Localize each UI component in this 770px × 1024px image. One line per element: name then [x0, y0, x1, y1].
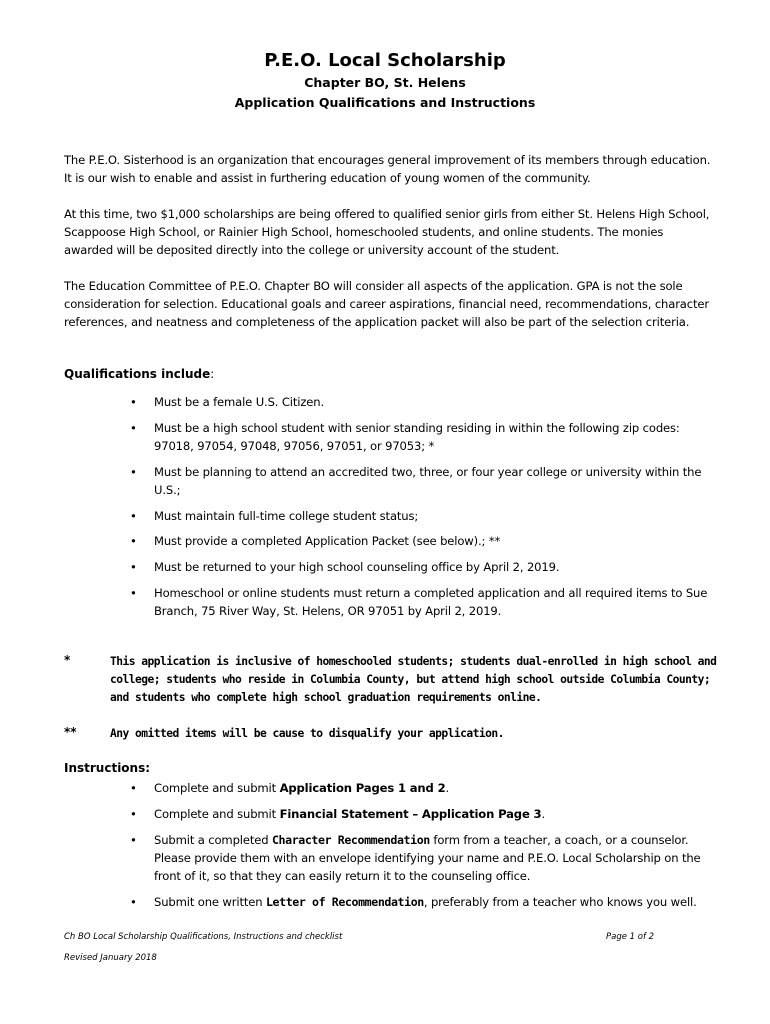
list-item	[130, 463, 720, 499]
list-item-text: Must be planning to attend an accredited two, three, or four year college or university within the U.S.;	[154, 465, 702, 497]
list-item	[130, 558, 720, 576]
footer-document-name: Ch BO Local Scholarship Qualifications, Instructions and checklist	[64, 932, 343, 942]
intro-paragraph-3: The Education Committee of P.E.O. Chapter BO will consider all aspects of the application. GPA is not the sole consideration for selection. Educational goals and career aspirations, financial need, recommendations, character references, and neatness and completeness of the application packet will also be part of the selection criteria.	[64, 279, 709, 329]
list-item	[130, 507, 720, 525]
list-item-text: Must be a female U.S. Citizen.	[154, 395, 324, 409]
instruction-bold: Application Pages 1 and 2	[279, 781, 446, 795]
document-title: P.E.O. Local Scholarship	[264, 50, 506, 71]
instruction-pre: Submit a completed	[154, 833, 272, 847]
instruction-pre: Submit one written	[154, 895, 266, 909]
bullet-icon: •	[130, 895, 137, 909]
footer-revision-date: Revised January 2018	[64, 953, 157, 963]
bullet-icon: •	[130, 395, 137, 409]
bullet-icon: •	[130, 560, 137, 574]
bullet-icon: •	[130, 509, 137, 523]
instruction-post: .	[445, 781, 450, 795]
note-marker: **	[64, 725, 77, 739]
list-item	[130, 419, 720, 455]
bullet-icon: •	[130, 465, 137, 479]
instruction-bold: Financial Statement – Application Page 3	[279, 807, 542, 821]
instructions-heading: Instructions:	[64, 761, 151, 775]
intro-paragraph-2: At this time, two $1,000 scholarships are being offered to qualified senior girls from either St. Helens High School, Scappoose High School, or Rainier High School, homeschooled students, and online students. The monies awarded will be deposited directly into the college or university account of the student.	[64, 207, 710, 257]
list-item-text: Homeschool or online students must return a completed application and all required items to Sue Branch, 75 River Way, St. Helens, OR 97051 by April 2, 2019.	[154, 586, 708, 618]
bullet-icon: •	[130, 781, 137, 795]
qualifications-heading-colon: :	[210, 367, 215, 381]
instruction-post: .	[541, 807, 546, 821]
instruction-pre: Complete and submit	[154, 781, 280, 795]
intro-paragraph-1: The P.E.O. Sisterhood is an organization that encourages general improvement of its members through education. It is our wish to enable and assist in furthering education of young women of the community.	[64, 153, 711, 185]
list-item	[130, 532, 720, 550]
chapter-subtitle: Chapter BO, St. Helens	[304, 75, 466, 90]
list-item-text: Must provide a completed Application Packet (see below).; **	[154, 534, 501, 548]
instruction-pre: Complete and submit	[154, 807, 280, 821]
bullet-icon: •	[130, 421, 137, 435]
bullet-icon: •	[130, 534, 137, 548]
list-item-text: Must maintain full-time college student status;	[154, 509, 419, 523]
note-text: Any omitted items will be cause to disqualify your application.	[110, 727, 504, 740]
section-subtitle: Application Qualifications and Instructions	[234, 95, 536, 110]
note-marker: *	[64, 653, 71, 667]
footer-page-number: Page 1 of 2	[606, 932, 655, 942]
bullet-icon: •	[130, 586, 137, 600]
instruction-post: form from a teacher, a coach, or a counselor. Please provide them with an envelope identifying your name and P.E.O. Local Scholarship on the front of it, so that they can easily return it to the counseling office.	[154, 833, 701, 883]
list-item	[130, 779, 720, 797]
list-item-text: Must be returned to your high school counseling office by April 2, 2019.	[154, 560, 560, 574]
instruction-bold: Letter of Recommendation	[265, 895, 424, 909]
list-item	[130, 393, 720, 411]
qualifications-heading	[64, 367, 214, 381]
list-item	[130, 584, 720, 620]
list-item	[130, 893, 720, 911]
note-text: This application is inclusive of homeschooled students; students dual-enrolled in high school and college; students who reside in Columbia County, but attend high school outside Columbia County; and students who complete high school graduation requirements online.	[110, 655, 717, 704]
instruction-bold: Character Recommendation	[271, 833, 430, 847]
bullet-icon: •	[130, 807, 137, 821]
qualifications-heading-text: Qualifications include	[64, 367, 211, 381]
bullet-icon: •	[130, 833, 137, 847]
list-item	[130, 805, 720, 823]
instruction-post: , preferably from a teacher who knows you well.	[423, 895, 697, 909]
list-item-text: Must be a high school student with senior standing residing in within the following zip codes: 97018, 97054, 97048, 97056, 97051, or 97053; *	[154, 421, 680, 453]
list-item	[130, 831, 720, 885]
